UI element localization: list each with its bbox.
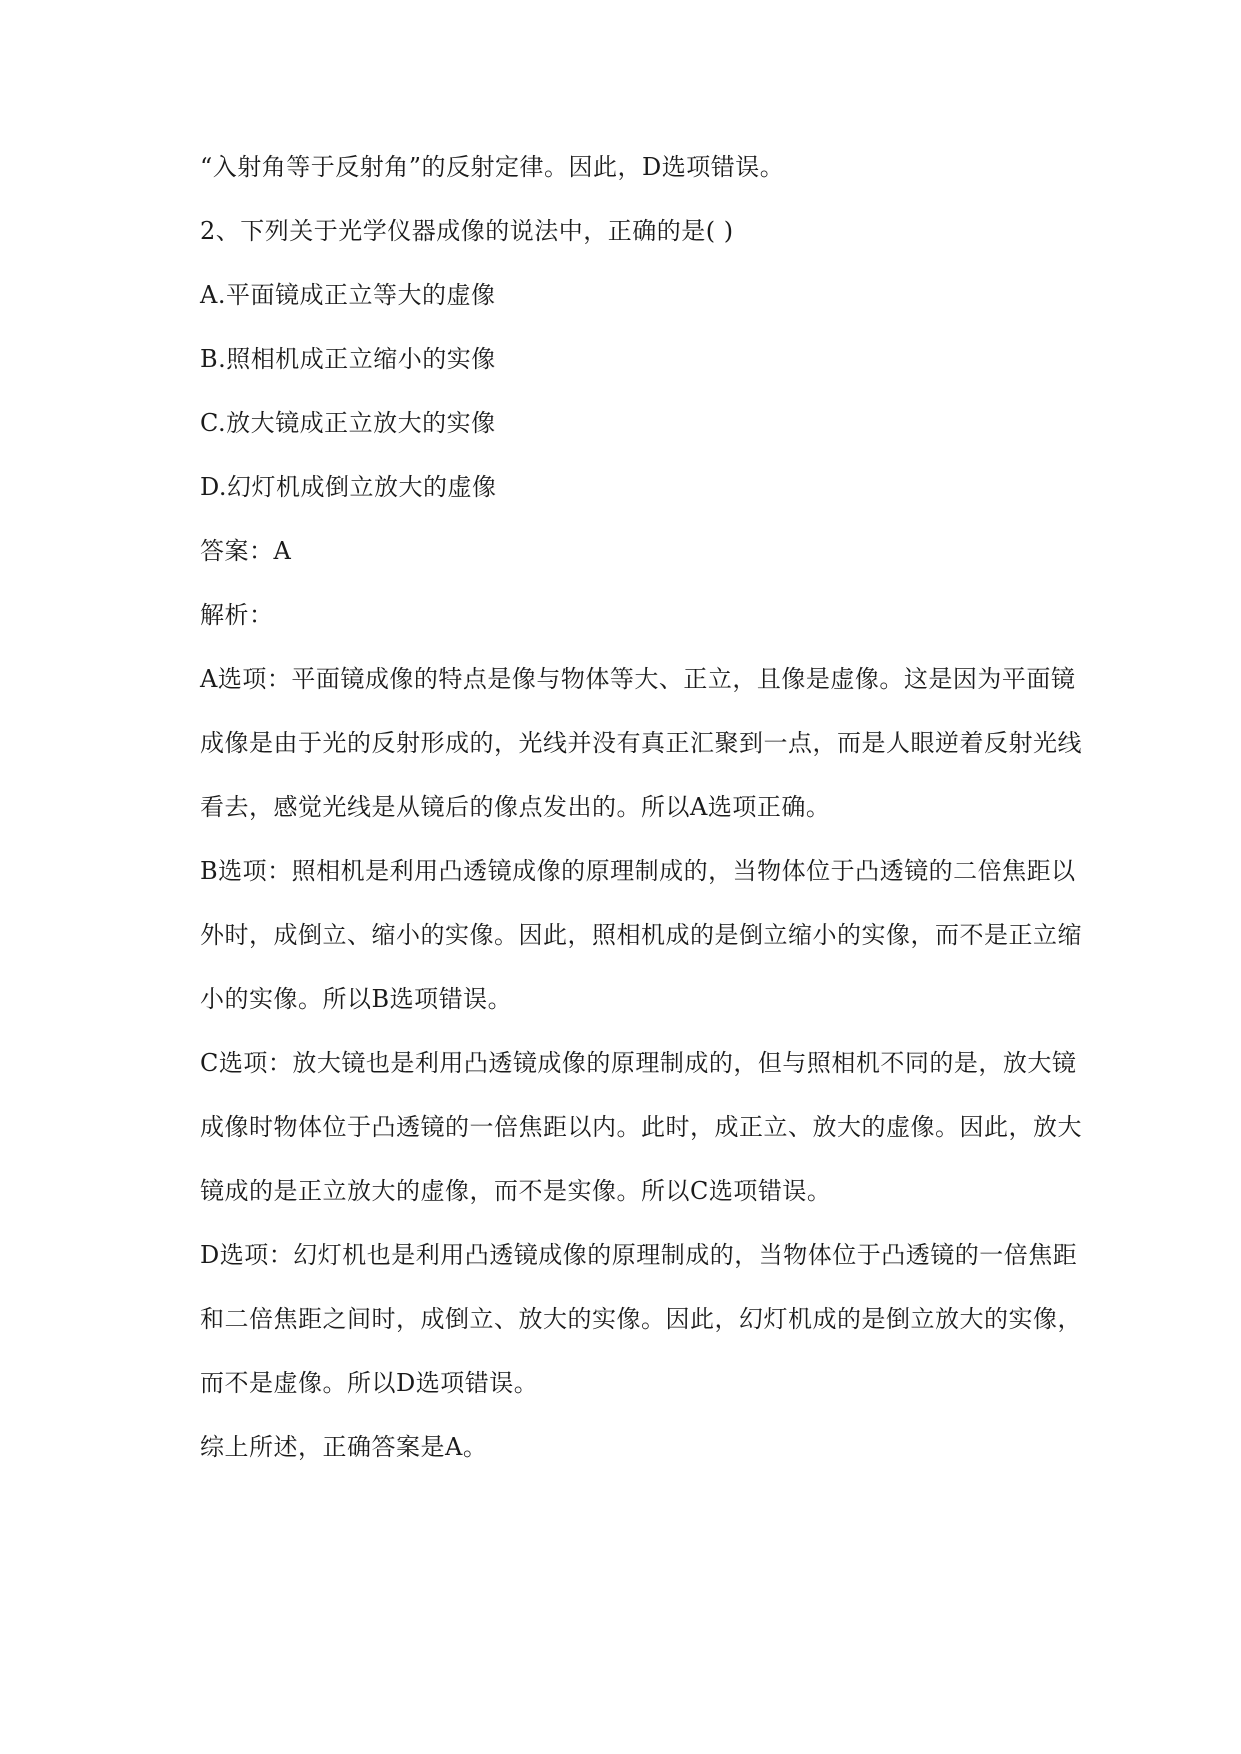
question-stem: 2、下列关于光学仪器成像的说法中，正确的是( ) — [200, 217, 734, 245]
analysis-b-line-2: 外时，成倒立、缩小的实像。因此，照相机成的是倒立缩小的实像，而不是正立缩 — [200, 921, 1082, 949]
analysis-a-line-2: 成像是由于光的反射形成的，光线并没有真正汇聚到一点，而是人眼逆着反射光线 — [200, 729, 1082, 757]
analysis-heading: 解析： — [200, 601, 274, 629]
option-b: B.照相机成正立缩小的实像 — [200, 345, 496, 373]
analysis-b-line-1: B选项：照相机是利用凸透镜成像的原理制成的，当物体位于凸透镜的二倍焦距以 — [200, 857, 1076, 885]
analysis-b-line-3: 小的实像。所以B选项错误。 — [200, 985, 513, 1013]
option-a: A.平面镜成正立等大的虚像 — [200, 281, 496, 309]
text-line-prev-conclusion: “入射角等于反射角”的反射定律。因此，D选项错误。 — [200, 153, 785, 181]
option-c: C.放大镜成正立放大的实像 — [200, 409, 496, 437]
analysis-c-line-1: C选项：放大镜也是利用凸透镜成像的原理制成的，但与照相机不同的是，放大镜 — [200, 1049, 1077, 1077]
analysis-d-line-3: 而不是虚像。所以D选项错误。 — [200, 1369, 539, 1397]
analysis-d-line-1: D选项：幻灯机也是利用凸透镜成像的原理制成的，当物体位于凸透镜的一倍焦距 — [200, 1241, 1078, 1269]
analysis-d-line-2: 和二倍焦距之间时，成倒立、放大的实像。因此，幻灯机成的是倒立放大的实像， — [200, 1305, 1082, 1333]
analysis-c-line-3: 镜成的是正立放大的虚像，而不是实像。所以C选项错误。 — [200, 1177, 832, 1205]
analysis-c-line-2: 成像时物体位于凸透镜的一倍焦距以内。此时，成正立、放大的虚像。因此，放大 — [200, 1113, 1082, 1141]
answer-line: 答案：A — [200, 537, 292, 565]
analysis-a-line-3: 看去，感觉光线是从镜后的像点发出的。所以A选项正确。 — [200, 793, 831, 821]
analysis-a-line-1: A选项：平面镜成像的特点是像与物体等大、正立，且像是虚像。这是因为平面镜 — [200, 665, 1076, 693]
summary-line: 综上所述，正确答案是A。 — [200, 1433, 488, 1461]
option-d: D.幻灯机成倒立放大的虚像 — [200, 473, 497, 501]
